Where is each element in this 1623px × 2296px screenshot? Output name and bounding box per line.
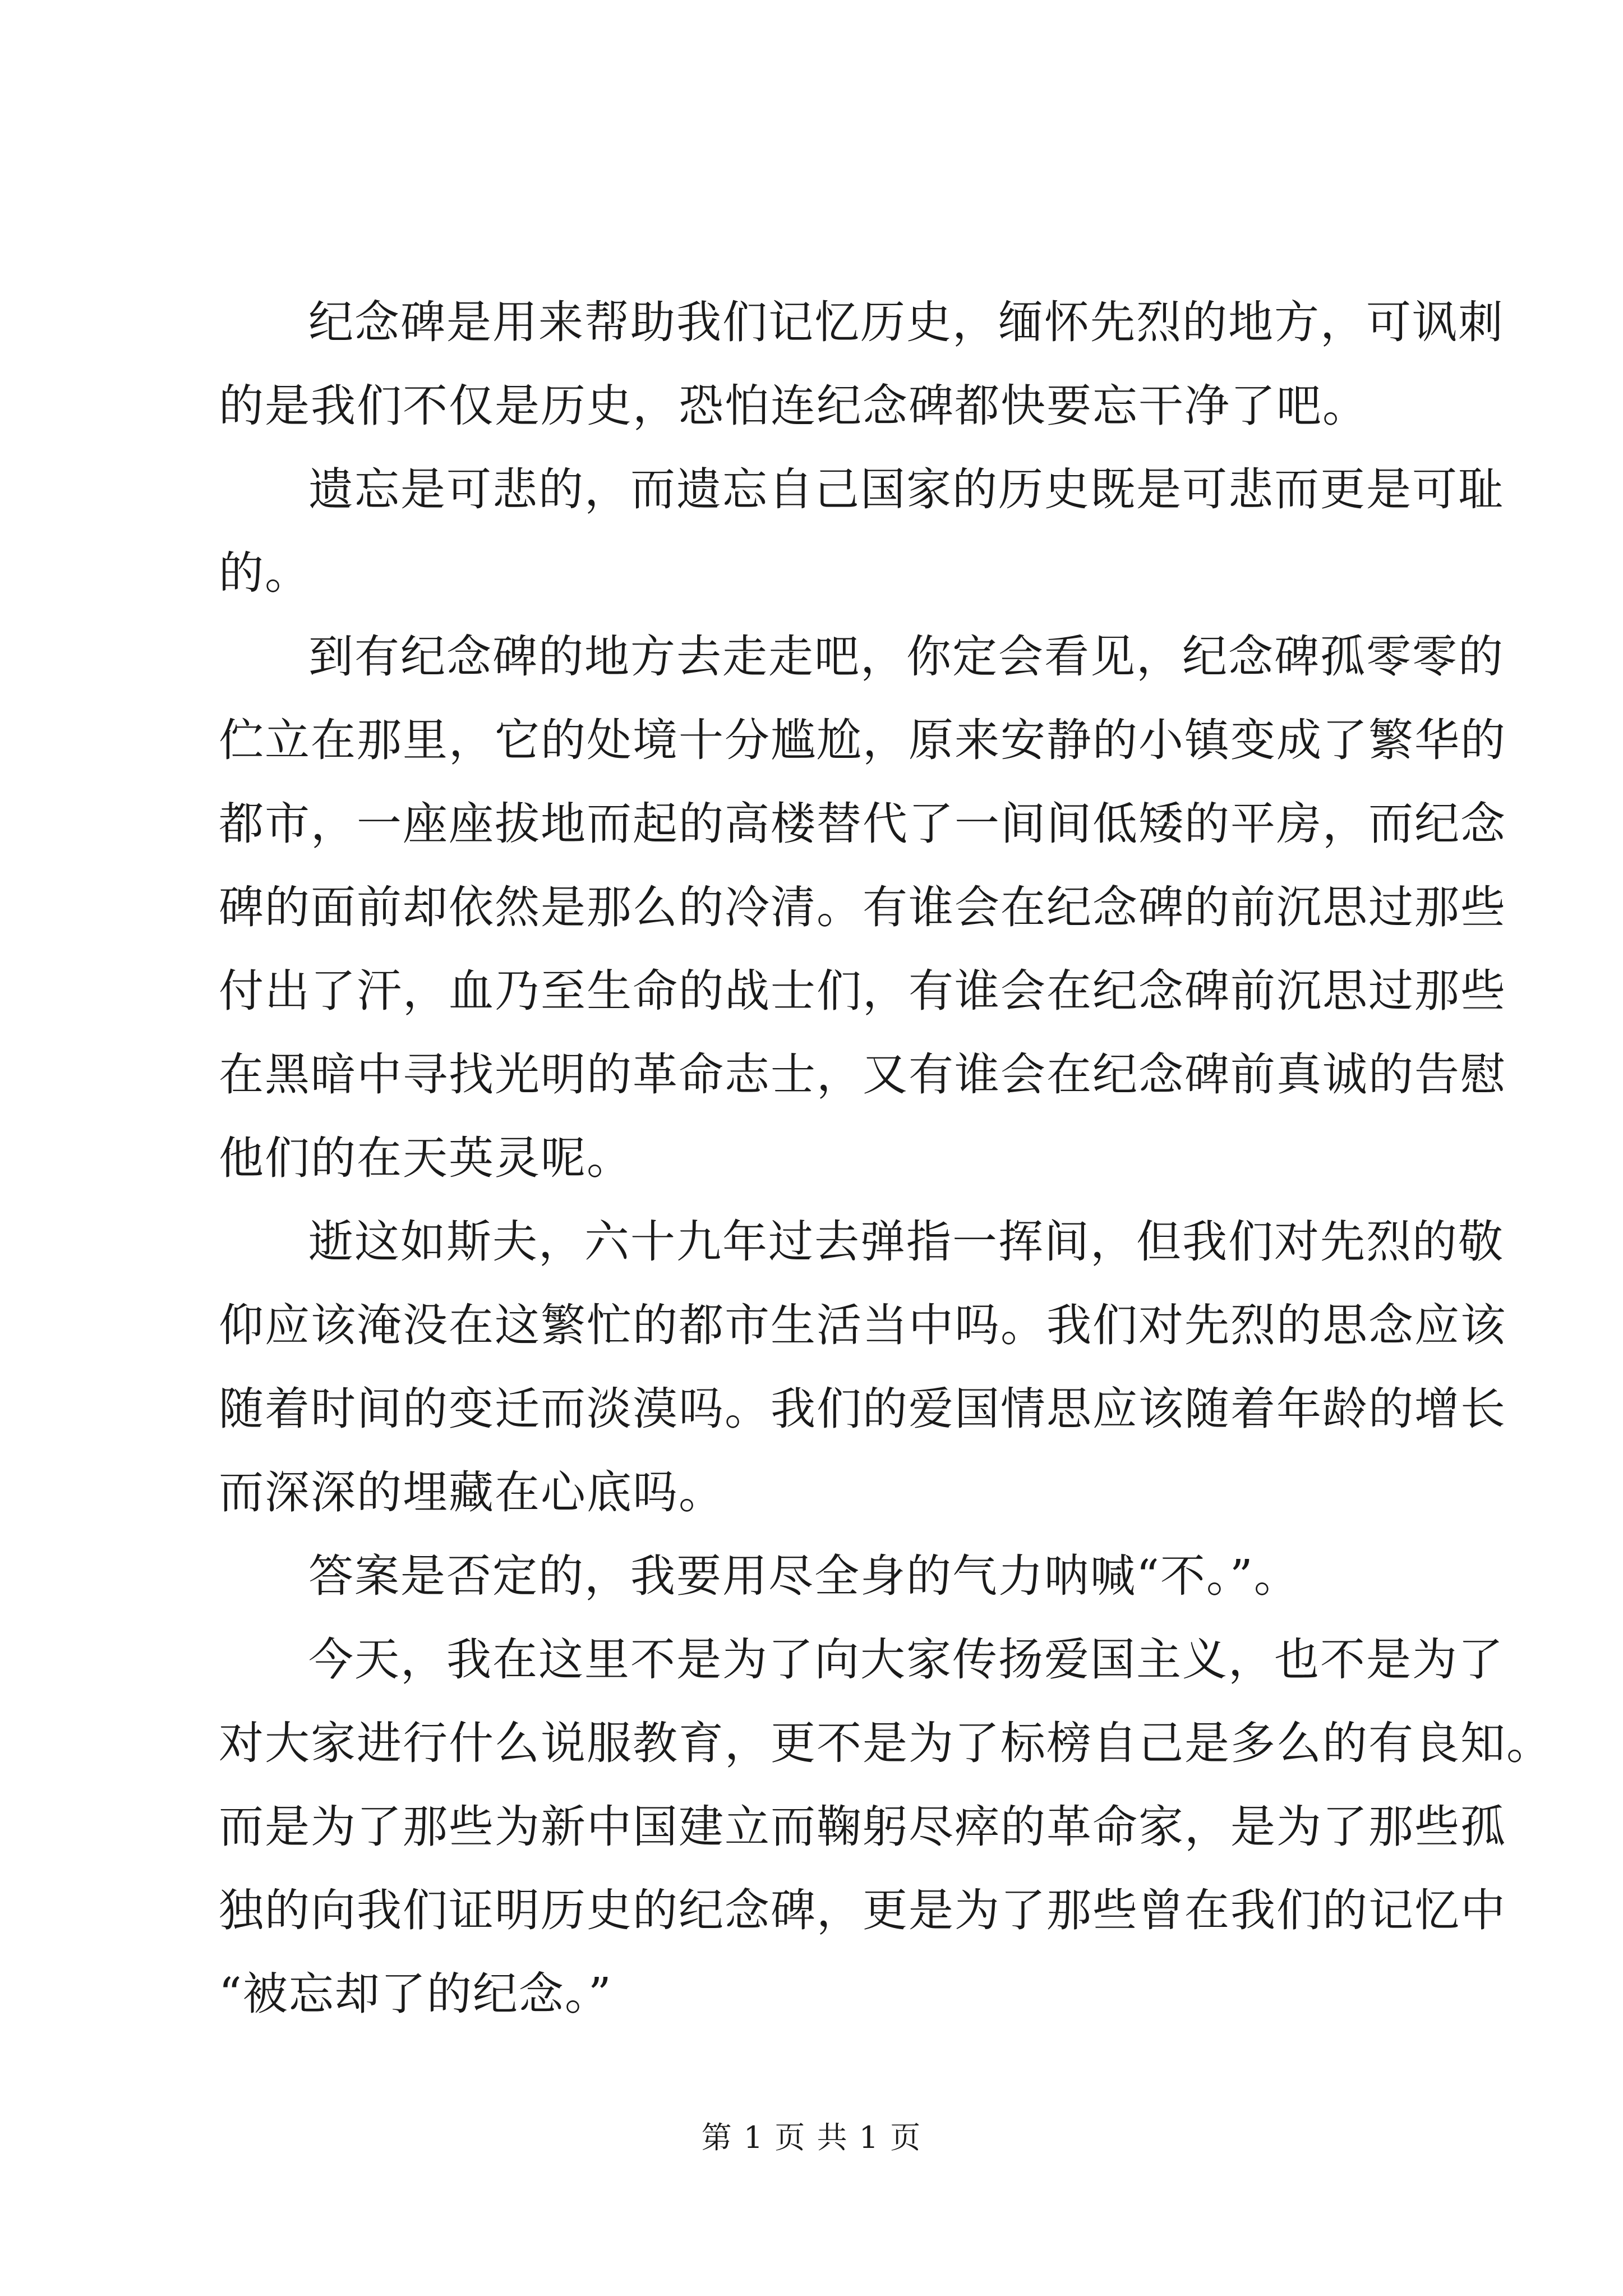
paragraph [219, 1534, 1419, 1618]
text-line: 而深深的埋藏在心底吗。 [219, 1466, 725, 1519]
paragraph [219, 448, 1504, 615]
text-line: 遗忘是可悲的，而遗忘自己国家的历史既是可悲而更是可耻 [308, 463, 1504, 516]
text-line: 的。 [219, 547, 311, 599]
paragraph [219, 1618, 1552, 2036]
text-line: 随着时间的变迁而淡漠吗。我们的爱国情思应该随着年龄的增长 [219, 1383, 1506, 1435]
text-line: 到有纪念碑的地方去走走吧，你定会看见，纪念碑孤零零的 [308, 631, 1504, 683]
text-line: 答案是否定的，我要用尽全身的气力呐喊“不。”。 [308, 1550, 1300, 1602]
text-line: 都市，一座座拔地而起的高楼替代了一间间低矮的平房，而纪念 [219, 798, 1506, 850]
text-line: 独的向我们证明历史的纪念碑，更是为了那些曾在我们的记忆中 [219, 1884, 1506, 1936]
text-line: “被忘却了的纪念。” [219, 1968, 612, 2020]
text-line: 仰应该淹没在这繁忙的都市生活当中吗。我们对先烈的思念应该 [219, 1299, 1506, 1351]
page-footer [0, 2114, 1623, 2157]
text-line: 的是我们不仅是历史，恐怕连纪念碑都快要忘干净了吧。 [219, 380, 1368, 432]
text-line: 对大家进行什么说服教育，更不是为了标榜自己是多么的有良知。 [219, 1717, 1552, 1769]
text-line: 而是为了那些为新中国建立而鞠躬尽瘁的革命家，是为了那些孤 [219, 1801, 1506, 1853]
text-line: 碑的面前却依然是那么的冷清。有谁会在纪念碑的前沉思过那些 [219, 881, 1506, 933]
page-number: 第 1 页 共 1 页 [701, 2120, 922, 2155]
text-line: 纪念碑是用来帮助我们记忆历史，缅怀先烈的地方，可讽刺 [308, 296, 1504, 348]
paragraph [219, 280, 1504, 448]
text-line: 逝这如斯夫，六十九年过去弹指一挥间，但我们对先烈的敬 [308, 1216, 1504, 1268]
paragraph [219, 615, 1506, 1200]
text-line: 今天，我在这里不是为了向大家传扬爱国主义，也不是为了 [308, 1634, 1504, 1686]
text-line: 他们的在天英灵呢。 [219, 1132, 633, 1184]
text-line: 付出了汗，血乃至生命的战士们，有谁会在纪念碑前沉思过那些 [219, 965, 1506, 1017]
paragraph [219, 1200, 1506, 1534]
text-line: 伫立在那里，它的处境十分尴尬，原来安静的小镇变成了繁华的 [219, 714, 1506, 766]
document-body [219, 280, 1552, 2036]
text-line: 在黑暗中寻找光明的革命志士，又有谁会在纪念碑前真诚的告慰 [219, 1048, 1506, 1101]
